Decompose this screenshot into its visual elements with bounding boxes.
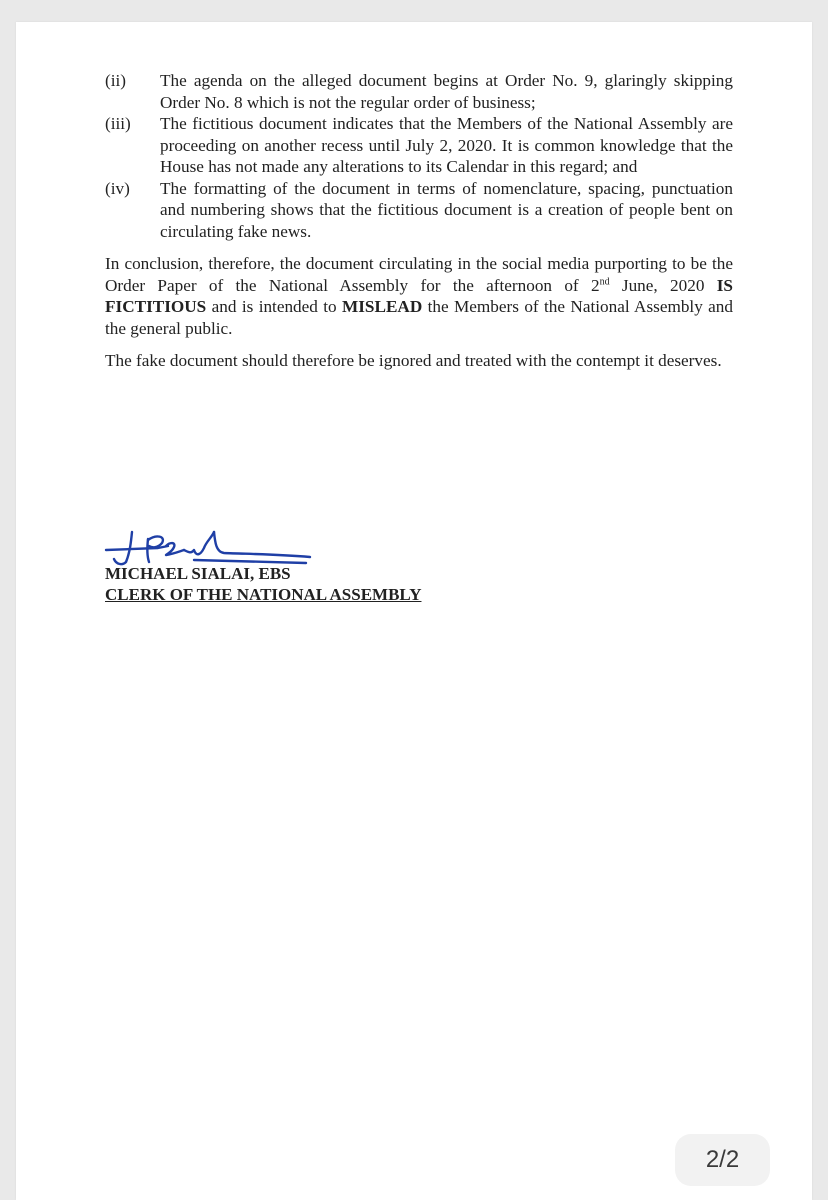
signature-strokes bbox=[106, 532, 310, 564]
list-item-text: The formatting of the document in terms of nomenclature, spacing, punctuation and numbering shows that the fictitious document is a creation of people bent on circulating fake news. bbox=[160, 178, 733, 241]
page-indicator: 2/2 bbox=[675, 1134, 770, 1186]
list-item-text: The agenda on the alleged document begins at Order No. 9, glaringly skipping Order No. 8 which is not the regular order of business; bbox=[160, 71, 733, 112]
list-item bbox=[105, 70, 733, 113]
document-body bbox=[105, 70, 733, 372]
signature-block bbox=[105, 563, 421, 605]
list-item-number: (iii) bbox=[105, 114, 131, 133]
list-item bbox=[105, 178, 733, 243]
conclusion-paragraph: In conclusion, therefore, the document circulating in the social media purporting to be the Order Paper of the National Assembly for the afternoon of 2nd June, 2020 IS FICTITIOUS and is intended to MISLEAD the Members of the National Assembly and the general public. bbox=[105, 254, 733, 338]
list-item bbox=[105, 113, 733, 178]
list-item-number: (ii) bbox=[105, 71, 126, 90]
list-item-text: The fictitious document indicates that the Members of the National Assembly are proceeding on another recess until July 2, 2020. It is common knowledge that the House has not made any alterations to its Calendar in this regard; and bbox=[160, 114, 733, 176]
closing-paragraph: The fake document should therefore be ignored and treated with the contempt it deserves. bbox=[105, 351, 722, 370]
document-page bbox=[16, 22, 812, 1200]
list-item-number: (iv) bbox=[105, 178, 130, 198]
signatory-name: MICHAEL SIALAI, EBS bbox=[105, 564, 291, 583]
signatory-title: CLERK OF THE NATIONAL ASSEMBLY bbox=[105, 585, 422, 604]
